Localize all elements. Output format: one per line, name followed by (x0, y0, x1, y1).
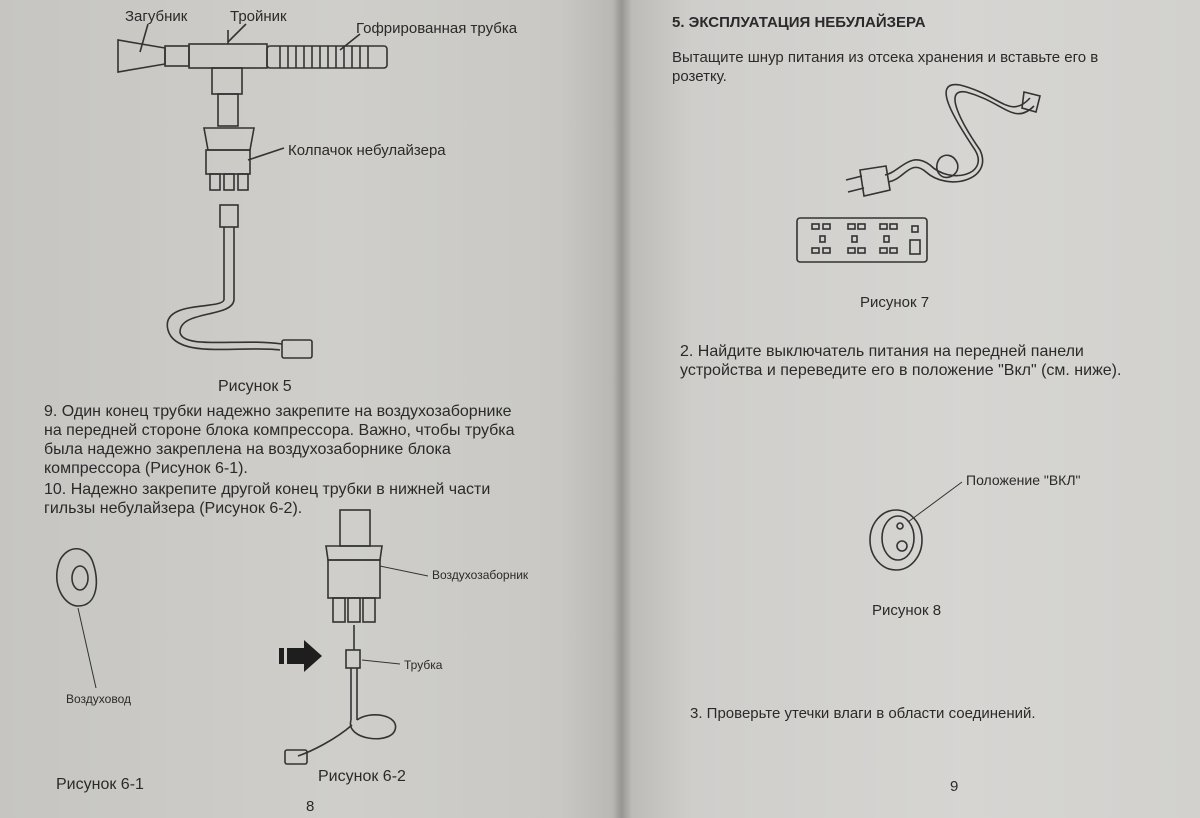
step-2-line-1: 2. Найдите выключатель питания на передней панели (680, 343, 1084, 360)
power-cord-drawing (846, 85, 1040, 196)
label-on-position: Положение "ВКЛ" (966, 472, 1081, 488)
step-9-line-1: 9. Один конец трубки надежно закрепите на воздухозаборнике (44, 403, 512, 420)
step-2-line-2: устройства и переведите его в положение "Вкл" (см. ниже). (680, 362, 1122, 379)
label-nebulizer-cap: Колпачок небулайзера (288, 142, 446, 159)
page-number-right: 9 (950, 778, 959, 795)
figure-6-2-caption: Рисунок 6-2 (318, 768, 406, 785)
page-number-left: 8 (306, 798, 315, 815)
figure-6-1-caption: Рисунок 6-1 (56, 776, 144, 793)
power-strip-drawing (797, 218, 927, 262)
power-switch-drawing (870, 482, 962, 570)
label-mouthpiece: Загубник (125, 8, 188, 25)
step-9-line-3: была надежно закреплена на воздухозаборнике блока (44, 441, 451, 458)
step-3-text: 3. Проверьте утечки влаги в области соединений. (690, 705, 1036, 722)
figure-7-caption: Рисунок 7 (860, 294, 930, 311)
label-tube: Трубка (404, 658, 443, 672)
step-9-line-2: на передней стороне блока компрессора. Важно, чтобы трубка (44, 422, 515, 439)
step-10-line-2: гильзы небулайзера (Рисунок 6-2). (44, 500, 303, 517)
step-1-line-1: Вытащите шнур питания из отсека хранения и вставьте его в (672, 49, 1099, 66)
section-heading: 5. ЭКСПЛУАТАЦИЯ НЕБУЛАЙЗЕРА (672, 14, 926, 31)
step-9-line-4: компрессора (Рисунок 6-1). (44, 460, 248, 477)
label-tee: Тройник (230, 8, 287, 25)
figure-5-caption: Рисунок 5 (218, 378, 292, 395)
label-air-duct: Воздуховод (66, 692, 131, 706)
step-1-line-2: розетку. (672, 68, 727, 85)
label-air-intake: Воздухозаборник (432, 568, 529, 582)
step-10-line-1: 10. Надежно закрепите другой конец трубки в нижней части (44, 481, 491, 498)
figure-8-caption: Рисунок 8 (872, 602, 942, 619)
label-corrugated-tube: Гофрированная трубка (356, 20, 518, 37)
